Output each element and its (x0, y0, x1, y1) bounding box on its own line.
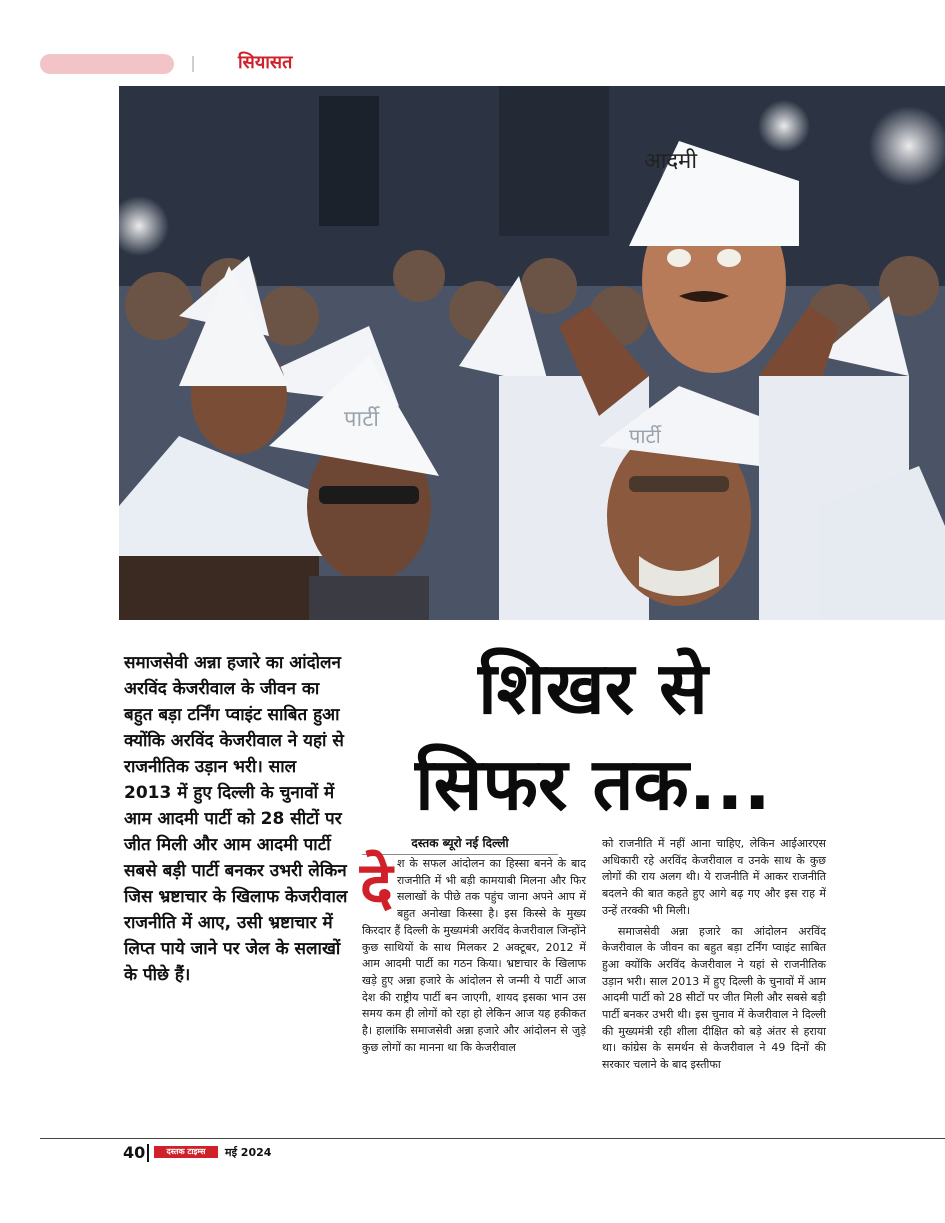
headline-line-1: शिखर से (478, 646, 708, 730)
section-tab-pill (40, 54, 174, 74)
page-number: 40 (123, 1143, 146, 1162)
hero-photo (119, 86, 945, 620)
cap-print-text: पार्टी (344, 407, 379, 432)
article-column-2-para-2: समाजसेवी अन्ना हजारे का आंदोलन अरविंद केजरीवाल के जीवन का बहुत बड़ा टर्निंग प्वाइंट साबित हुआ क्योंकि अरविंद केजरीवाल ने यहां से राजनीतिक उड़ान भरी। साल 2013 में हुए दिल्ली के चुनावों में आम आदमी पार्टी को 28 सीटों पर जीत मिली और सबसे बड़ी पार्टी बनकर उभरी थी। इस चुनाव में केजरीवाल ने दिल्ली की मुख्यमंत्री रही शीला दीक्षित को बड़े अंतर से हराया था। कांग्रेस के समर्थन से केजरीवाल ने 49 दिनों की सरकार चलाने के बाद इस्तीफा (602, 924, 826, 1072)
byline: दस्तक ब्यूरो नई दिल्ली (362, 834, 558, 855)
article-column-2-para-1: को राजनीति में नहीं आना चाहिए, लेकिन आईआरएस अधिकारी रहे अरविंद केजरीवाल व उनके साथ के कुछ लोगों की राय अलग थी। ये राजनीति में आकर राजनीति बदलने की बात कहते हुए आगे बढ़ गए और इस राह में उन्हें तरक्की भी मिली। (602, 837, 826, 917)
article-column-1-text: श के सफल आंदोलन का हिस्सा बनने के बाद राजनीति में भी बड़ी कामयाबी मिलना और फिर सलाखों के पीछे तक पहुंच जाना अपने आप में बहुत अनोखा किस्सा है। इस किस्से के मुख्य किरदार हैं दिल्ली के मुख्यमंत्री अरविंद केजरीवाल जिन्होंने कुछ साथियों के साथ मिलकर 2 अक्टूबर, 2012 में आम आदमी पार्टी का गठन किया। भ्रष्टाचार के खिलाफ खड़े हुए अन्ना हजारे के आंदोलन से जन्मी ये पार्टी आज देश की राष्ट्रीय पार्टी बन जाएगी, शायद इसका भान उस समय कम ही लोगों को रहा हो लेकिन आज यह हकीकत है। हालांकि समाजसेवी अन्ना हजारे और आंदोलन से जुड़े कुछ लोगों का मानना था कि केजरीवाल (362, 857, 586, 1054)
footer-separator (147, 1144, 149, 1162)
header-separator (192, 56, 194, 72)
mask-cap-text: आदमी (644, 149, 698, 174)
headline-line-2: सिफर तक... (415, 742, 771, 826)
issue-date: मई 2024 (225, 1146, 272, 1159)
article-column-1 (360, 848, 586, 1056)
pull-quote: समाजसेवी अन्ना हजारे का आंदोलन अरविंद केजरीवाल के जीवन का बहुत बड़ा टर्निंग प्वाइंट साबित हुआ क्योंकि अरविंद केजरीवाल ने यहां से राजनीतिक उड़ान भरी। साल 2013 में हुए दिल्ली के चुनावों में आम आदमी पार्टी को 28 सीटों पर जीत मिली और आम आदमी पार्टी सबसे बड़ी पार्टी बनकर उभरी लेकिन जिस भ्रष्टाचार के खिलाफ केजरीवाल राजनीति में आए, उसी भ्रष्टाचार में लिप्त पाये जाने पर जेल के सलाखों के पीछे हैं। (124, 653, 348, 985)
article-column-2 (602, 836, 826, 1074)
drop-cap: दे (360, 848, 393, 921)
crowd-photo-illustration (119, 86, 945, 620)
section-title: सियासत (238, 52, 293, 73)
footer-rule (40, 1138, 945, 1139)
magazine-logo: दस्तक टाइम्स (154, 1146, 218, 1158)
cap-print-text-2: पार्टी (629, 424, 661, 448)
headline (398, 640, 788, 832)
